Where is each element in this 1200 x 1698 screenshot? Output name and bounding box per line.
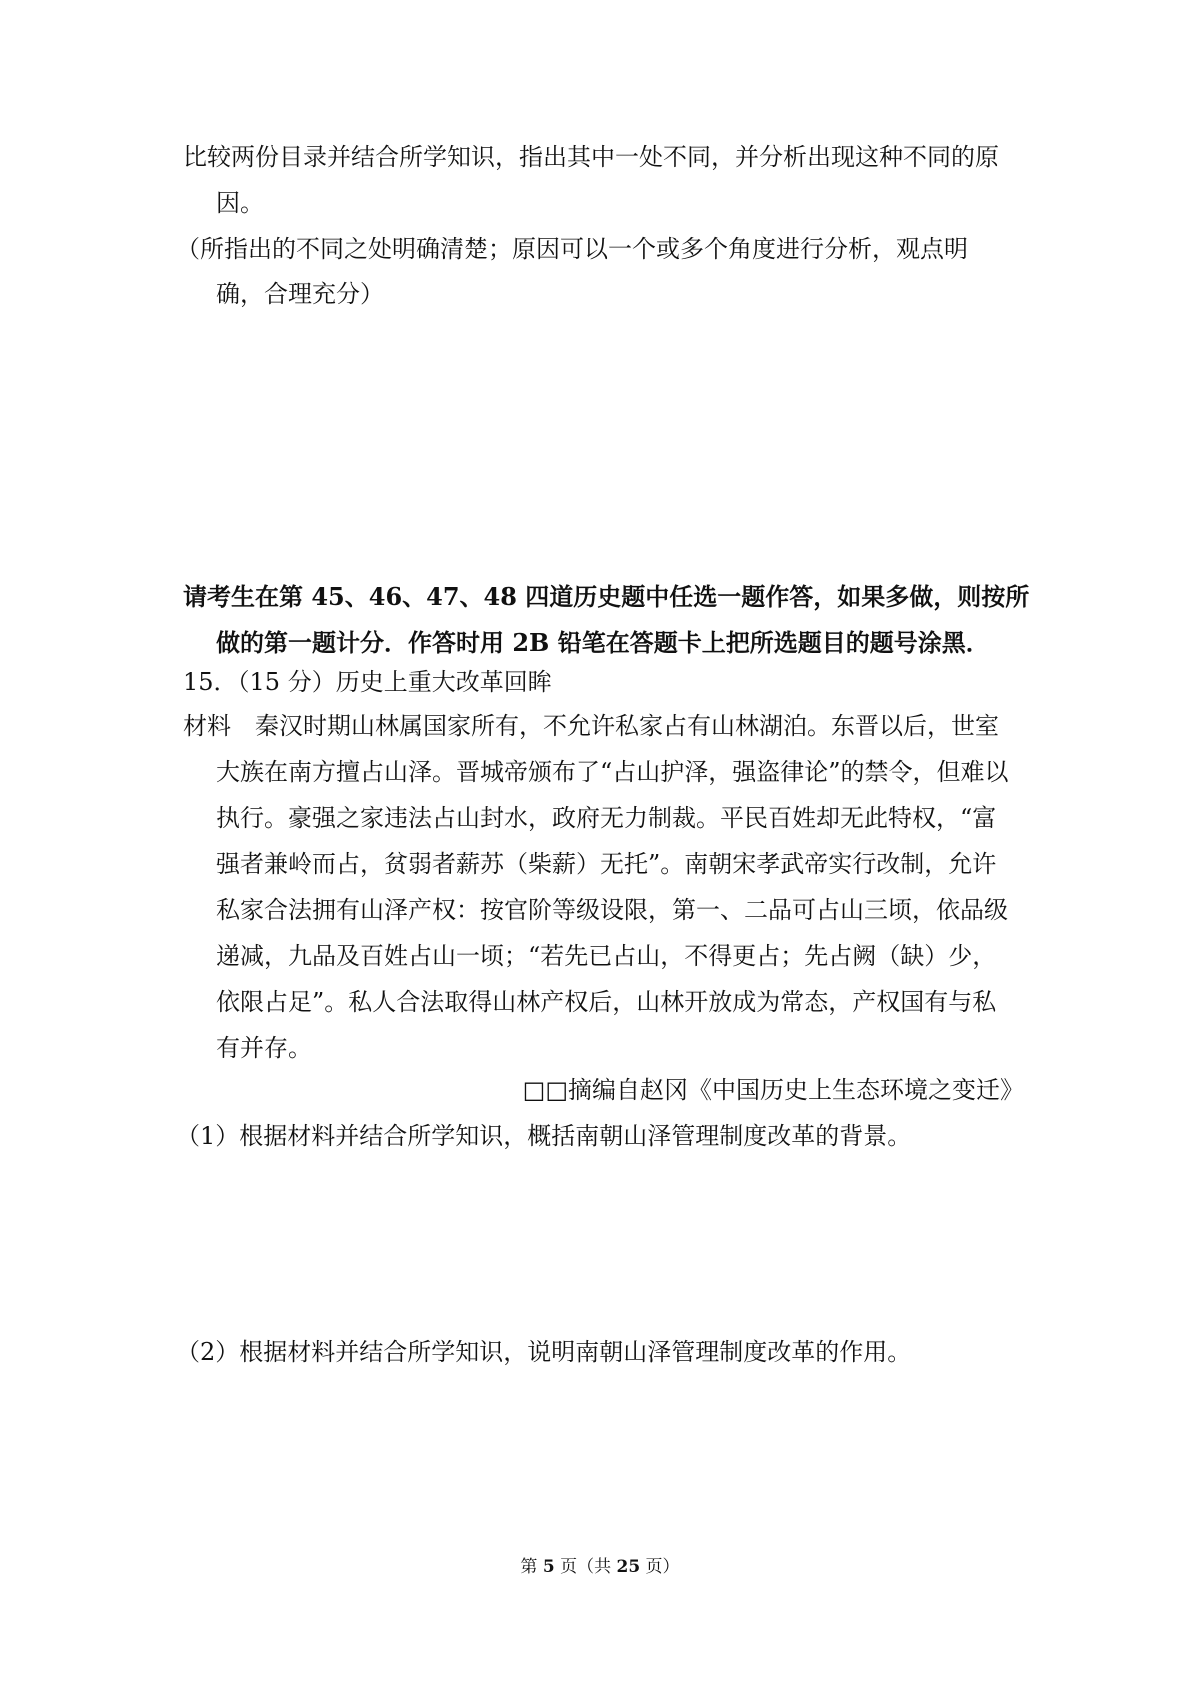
material-source: □□摘编自赵冈《中国历史上生态环境之变迁》 [522,1076,1024,1104]
instruction-line-1: 请考生在第 45、46、47、48 四道历史题中任选一题作答，如果多做，则按所 [183,582,1030,611]
instruction-line-2: 做的第一题计分．作答时用 2B 铅笔在答题卡上把所选题目的题号涂黑． [216,628,990,657]
sub-question-2: （2）根据材料并结合所学知识，说明南朝山泽管理制度改革的作用。 [176,1338,912,1366]
footer-prefix: 第 [520,1557,543,1577]
material-line: 依限占足”。私人合法取得山林产权后，山林开放成为常态，产权国有与私 [216,988,997,1016]
material-line: 有并存。 [216,1034,312,1062]
material-line: 执行。豪强之家违法占山封水，政府无力制裁。平民百姓却无此特权，“富 [216,804,997,832]
question-14-note-line-2: 确，合理充分） [216,280,384,308]
page-footer [0,1556,1200,1578]
material-line: 私家合法拥有山泽产权：按官阶等级设限，第一、二品可占山三顷，依品级 [216,896,1008,924]
material-line: 强者兼岭而占，贫弱者薪苏（柴薪）无托”。南朝宋孝武帝实行改制，允许 [216,850,997,878]
material-line: 材料 秦汉时期山林属国家所有，不允许私家占有山林湖泊。东晋以后，世室 [183,712,999,740]
material-line: 大族在南方擅占山泽。晋城帝颁布了“占山护泽，强盗律论”的禁令，但难以 [216,758,1009,786]
question-14-prompt-line-1: 比较两份目录并结合所学知识，指出其中一处不同，并分析出现这种不同的原 [183,143,999,171]
footer-suffix: 页） [640,1557,680,1577]
question-14-note-line-1: （所指出的不同之处明确清楚；原因可以一个或多个角度进行分析，观点明 [176,235,968,263]
footer-total-pages: 25 [616,1557,641,1577]
question-14-prompt-line-2: 因。 [216,189,264,217]
material-line: 递减，九品及百姓占山一顷；“若先已占山，不得更占；先占阙（缺）少， [216,942,997,970]
footer-page-number: 5 [542,1557,555,1577]
footer-middle: 页（共 [554,1557,617,1577]
question-15-title: 15．（15 分）历史上重大改革回眸 [183,668,552,696]
sub-question-1: （1）根据材料并结合所学知识，概括南朝山泽管理制度改革的背景。 [176,1122,912,1150]
